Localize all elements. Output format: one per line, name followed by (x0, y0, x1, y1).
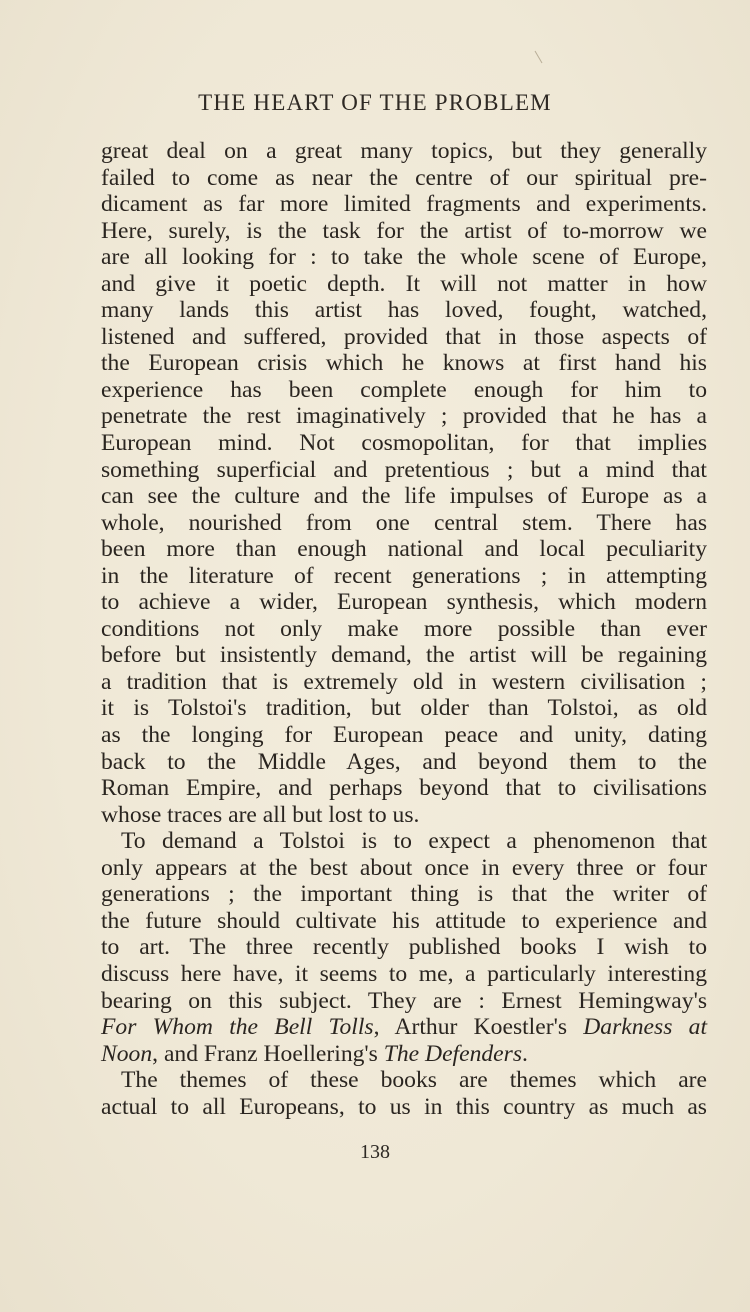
text-line: many lands this artist has loved, fought, watched, (101, 297, 707, 324)
book-title-for-whom-the-bell-tolls: For Whom the Bell Tolls (101, 1014, 374, 1041)
text-line: whose traces are all but lost to us. (101, 801, 420, 828)
text-line: in the literature of recent generations ; in attempting (101, 562, 707, 589)
text-line: the future should cultivate his attitude to experience and (101, 907, 707, 934)
text-line: European mind. Not cosmopolitan, for that implies (101, 430, 707, 457)
text-line: whole, nourished from one central stem. There has (101, 509, 707, 536)
text-line (101, 1041, 707, 1068)
text-line: generations ; the important thing is that the writer of (101, 881, 707, 908)
text-line: before but insistently demand, the artist will be regaining (101, 642, 707, 669)
text-line: only appears at the best about once in every three or four (101, 854, 707, 881)
text-line: great deal on a great many topics, but they generally (101, 138, 707, 164)
page-number: 138 (360, 1141, 390, 1163)
text-fragment: , and Franz Hoellering's (152, 1040, 384, 1067)
text-line: Roman Empire, and perhaps beyond that to civilisations (101, 775, 707, 802)
text-line: back to the Middle Ages, and beyond them to the (101, 748, 707, 775)
text-line: The themes of these books are themes which are (121, 1067, 707, 1094)
text-fragment: . (522, 1040, 528, 1067)
text-line: been more than enough national and local peculiarity (101, 536, 707, 563)
text-line: listened and suffered, provided that in those aspects of (101, 323, 707, 350)
text-line (101, 1014, 707, 1041)
text-fragment: , Arthur Koestler's (373, 1014, 584, 1041)
text-line: to art. The three recently published books I wish to (101, 934, 707, 961)
text-line: dicament as far more limited fragments and experiments. (101, 191, 707, 218)
text-line: it is Tolstoi's tradition, but older than Tolstoi, as old (101, 695, 707, 722)
body-text (101, 138, 707, 1120)
running-head: THE HEART OF THE PROBLEM (198, 90, 552, 115)
text-line: Here, surely, is the task for the artist of to-morrow we (101, 217, 707, 244)
text-line: bearing on this subject. They are : Ernest Hemingway's (101, 987, 707, 1014)
text-line: experience has been complete enough for him to (101, 376, 707, 403)
text-line: can see the culture and the life impulses of Europe as a (101, 483, 707, 510)
text-line: discuss here have, it seems to me, a particularly interesting (101, 960, 707, 987)
text-line: conditions not only make more possible than ever (101, 615, 707, 642)
text-line: a tradition that is extremely old in western civilisation ; (101, 668, 707, 695)
text-line: are all looking for : to take the whole scene of Europe, (101, 244, 707, 271)
text-line: something superficial and pretentious ; but a mind that (101, 456, 707, 483)
text-line: as the longing for European peace and unity, dating (101, 722, 707, 749)
paper-mark (535, 51, 543, 64)
book-title-the-defenders: The Defenders (383, 1040, 523, 1067)
text-line: actual to all Europeans, to us in this country as much as (101, 1093, 707, 1120)
text-line: to achieve a wider, European synthesis, which modern (101, 589, 707, 616)
book-title-darkness-at-noon-end: Noon (101, 1040, 153, 1067)
text-line: and give it poetic depth. It will not matter in how (101, 270, 707, 297)
text-line: To demand a Tolstoi is to expect a phenomenon that (121, 828, 707, 855)
book-title-darkness-at-noon: Darkness at (583, 1014, 708, 1041)
text-line: the European crisis which he knows at first hand his (101, 350, 707, 377)
text-line: failed to come as near the centre of our spiritual pre- (101, 164, 707, 191)
text-line: penetrate the rest imaginatively ; provided that he has a (101, 403, 707, 430)
